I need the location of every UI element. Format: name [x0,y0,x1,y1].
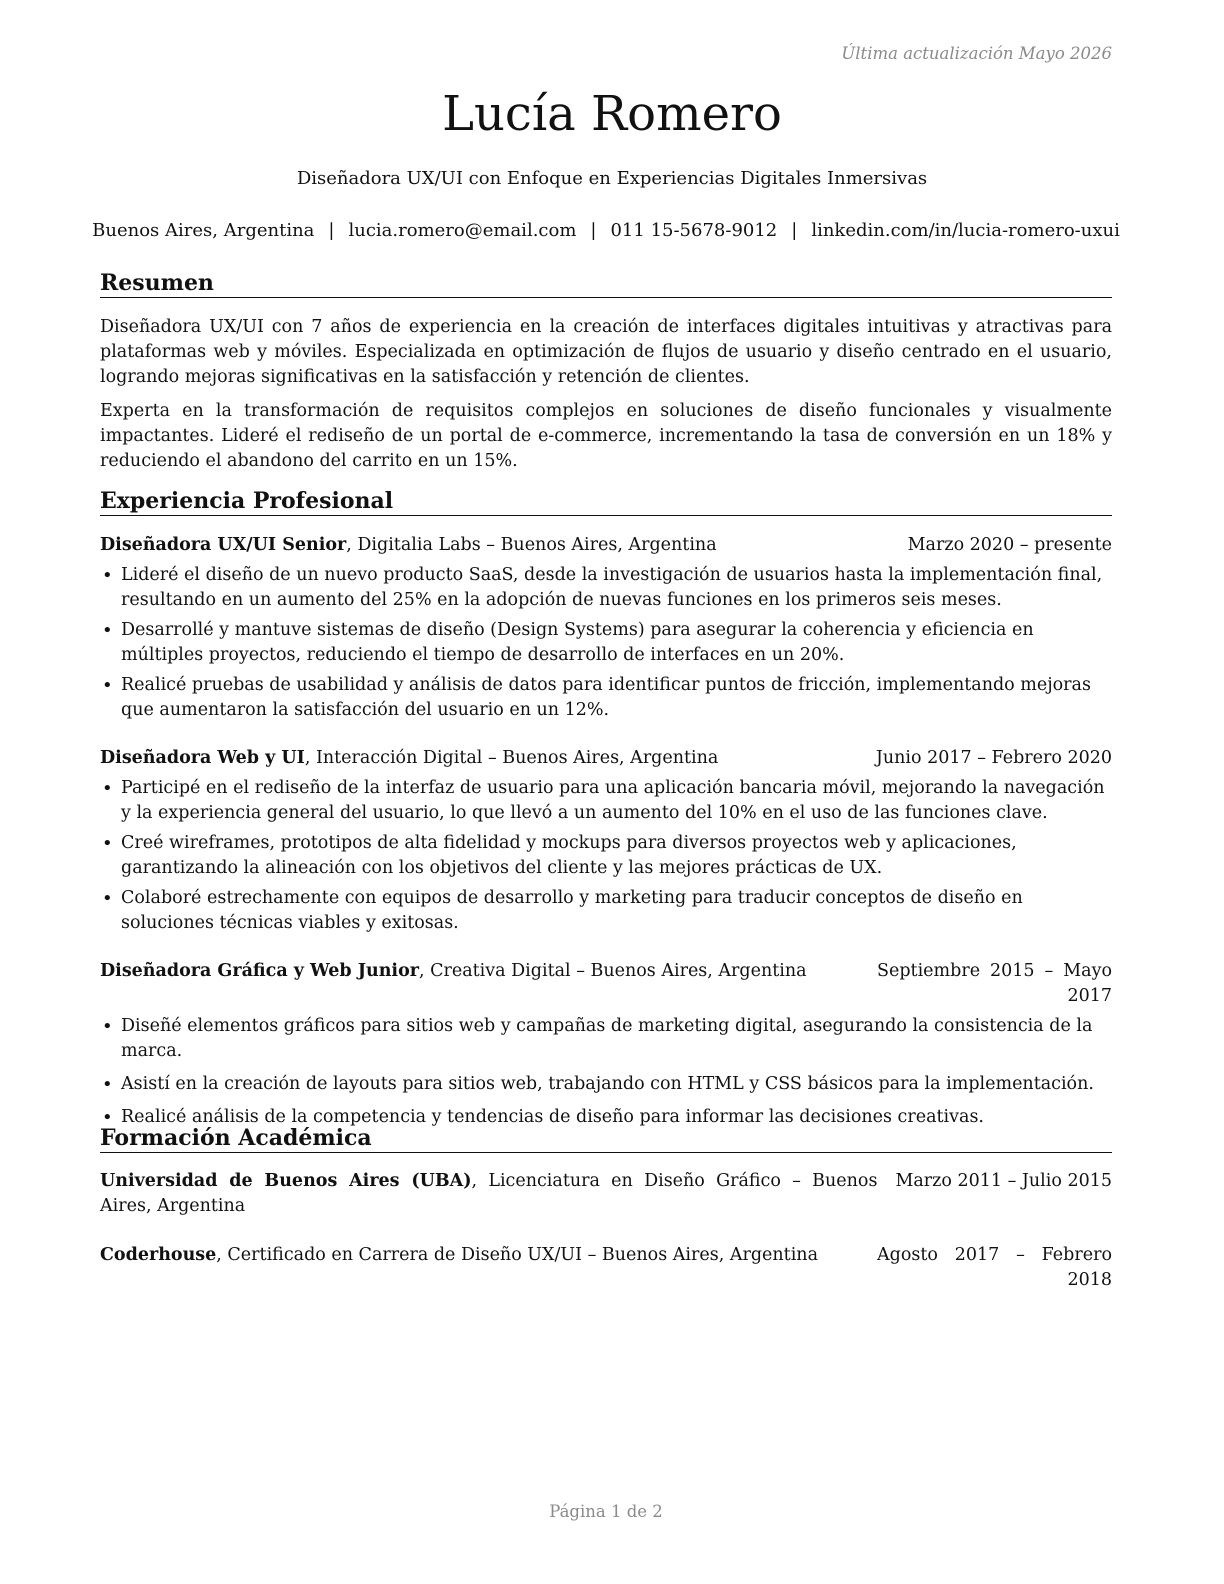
list-item: • Realicé pruebas de usabilidad y análisis de datos para identificar puntos de fricción, implementando mejoras que aumentaron la satisfacción del usuario en un 12%. [100,673,1112,723]
job-bullets [100,776,1112,941]
section-title-summary: Resumen [100,270,1112,298]
contact-separator: | [328,220,335,241]
list-item: • Asistí en la creación de layouts para sitios web, trabajando con HTML y CSS básicos para la implementación. [100,1072,1112,1097]
education-header [100,1243,1112,1293]
list-item: • Colaboré estrechamente con equipos de desarrollo y marketing para traducir conceptos de diseño en soluciones técnicas viables y exitosas. [100,886,1112,936]
list-item: • Participé en el rediseño de la interfaz de usuario para una aplicación bancaria móvil, mejorando la navegación y la experiencia general del usuario, lo que llevó a un aumento del 10% en el uso de las funciones clave. [100,776,1112,826]
education-institution: Coderhouse [100,1245,217,1265]
job-header [100,959,1112,1009]
last-updated: Última actualización Mayo 2026 [841,44,1112,63]
contact-line [0,220,1212,241]
list-item: • Diseñé elementos gráficos para sitios web y campañas de marketing digital, asegurando la consistencia de la marca. [100,1014,1112,1064]
list-item: • Lideré el diseño de un nuevo producto SaaS, desde la investigación de usuarios hasta la implementación final, resultando en un aumento del 25% en la adopción de nuevas funciones en los primeros seis meses. [100,563,1112,613]
list-item: • Realicé análisis de la competencia y tendencias de diseño para informar las decisiones creativas. [100,1105,1112,1130]
job-company: , Creativa Digital – Buenos Aires, Argentina [418,961,807,981]
contact-email[interactable]: lucia.romero@email.com [348,220,577,241]
section-title-education: Formación Académica [100,1125,1112,1153]
contact-location: Buenos Aires, Argentina [92,220,315,241]
job-role: Diseñadora UX/UI Senior [100,535,347,555]
summary-paragraph: Experta en la transformación de requisitos complejos en soluciones de diseño funcionales y visualmente impactantes. Lideré el rediseño de un portal de e-commerce, incrementando la tasa de conversión en un 18% y reduciendo el abandono del carrito en un 15%. [100,401,1112,471]
education-dates: Marzo 2011 – Julio 2015 [895,1171,1112,1191]
job-company: , Interacción Digital – Buenos Aires, Argentina [304,748,719,768]
job-company: , Digitalia Labs – Buenos Aires, Argentina [346,535,717,555]
contact-separator: | [791,220,798,241]
list-item: • Creé wireframes, prototipos de alta fidelidad y mockups para diversos proyectos web y aplicaciones, garantizando la alineación con los objetivos del cliente y las mejores prácticas de UX. [100,831,1112,881]
education-header [100,1169,1112,1219]
job-role: Diseñadora Web y UI [100,748,305,768]
education-dates: Agosto 2017 – Febrero 2018 [877,1245,1112,1290]
candidate-name: Lucía Romero [442,86,782,142]
section-title-experience: Experiencia Profesional [100,488,1112,516]
job-bullets [100,1014,1112,1138]
job-dates: Septiembre 2015 – Mayo 2017 [877,961,1112,1006]
education-detail: , Certificado en Carrera de Diseño UX/UI – Buenos Aires, Argentina [216,1245,818,1265]
page-number: Página 1 de 2 [549,1502,663,1521]
contact-linkedin[interactable]: linkedin.com/in/lucia-romero-uxui [811,220,1120,241]
job-dates: Marzo 2020 – presente [907,535,1112,555]
job-dates: Junio 2017 – Febrero 2020 [875,748,1112,768]
contact-phone: 011 15-5678-9012 [610,220,778,241]
education-detail: , Licenciatura en Diseño Gráfico – Buenos Aires, Argentina [100,1171,878,1216]
contact-separator: | [590,220,597,241]
headline: Diseñadora UX/UI con Enfoque en Experiencias Digitales Inmersivas [296,168,928,189]
education-institution: Universidad de Buenos Aires (UBA) [100,1171,472,1191]
job-header [100,533,1112,558]
summary-paragraph: Diseñadora UX/UI con 7 años de experiencia en la creación de interfaces digitales intuitivas y atractivas para plataformas web y móviles. Especializada en optimización de flujos de usuario y diseño centrado en el usuario, logrando mejoras significativas en la satisfacción y retención de clientes. [100,317,1112,387]
job-header [100,746,1112,771]
job-role: Diseñadora Gráfica y Web Junior [100,961,419,981]
list-item: • Desarrollé y mantuve sistemas de diseño (Design Systems) para asegurar la coherencia y eficiencia en múltiples proyectos, reduciendo el tiempo de desarrollo de interfaces en un 20%. [100,618,1112,668]
job-bullets [100,563,1112,728]
